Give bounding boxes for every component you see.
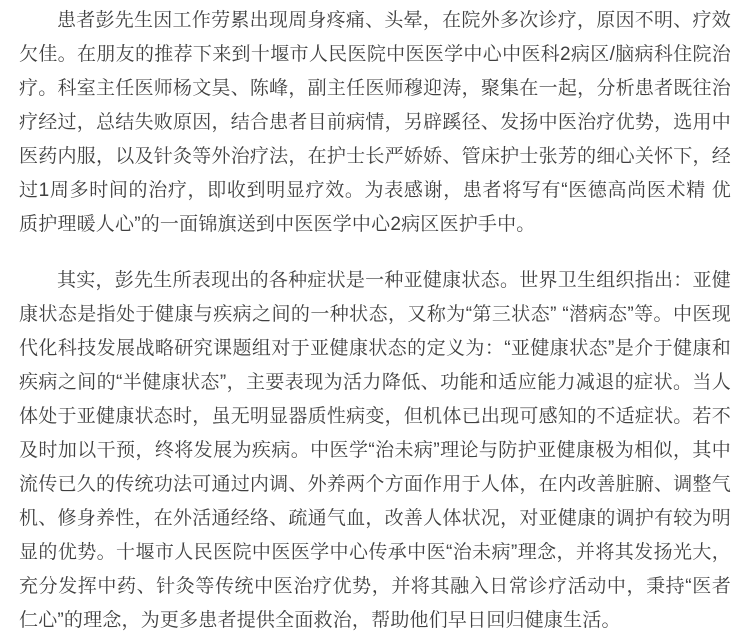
paragraph-treatment-story: 患者彭先生因工作劳累出现周身疼痛、头晕，在院外多次诊疗，原因不明、疗效欠佳。在朋友的推荐下来到十堰市人民医院中医医学中心中医科2病区/脑病科住院治疗。科室主任医师杨文昊、陈峰，副主任医师穆迎涛，聚集在一起，分析患者既往治疗经过，总结失败原因，结合患者目前病情，另辟蹊径、发扬中医治疗优势，选用中医药内服，以及针灸等外治疗法，在护士长严娇娇、管床护士张芳的细心关怀下，经过1周多时间的治疗，即收到明显疗效。为表感谢，患者将写有“医德高尚医术精 优质护理暖人心”的一面锦旗送到中医医学中心2病区医护手中。 [19, 10, 731, 235]
paragraph-subhealth-explanation: 其实，彭先生所表现出的各种症状是一种亚健康状态。世界卫生组织指出：亚健康状态是指处于健康与疾病之间的一种状态，又称为“第三状态” “潜病态”等。中医现代化科技发展战略研究课题组对于亚健康状态的定义为：“亚健康状态”是介于健康和疾病之间的“半健康状态”，主要表现为活力降低、功能和适应能力减退的症状。当人体处于亚健康状态时，虽无明显器质性病变，但机体已出现可感知的不适症状。若不及时加以干预，终将发展为疾病。中医学“治未病”理论与防护亚健康极为相似，其中流传已久的传统功法可通过内调、外养两个方面作用于人体，在内改善脏腑、调整气机、修身养性，在外活通经络、疏通气血，改善人体状况，对亚健康的调护有较为明显的优势。十堰市人民医院中医医学中心传承中医“治未病”理念，并将其发扬光大，充分发挥中药、针灸等传统中医治疗优势，并将其融入日常诊疗活动中，秉持“医者仁心”的理念，为更多患者提供全面救治，帮助他们早日回归健康生活。 [19, 270, 731, 631]
